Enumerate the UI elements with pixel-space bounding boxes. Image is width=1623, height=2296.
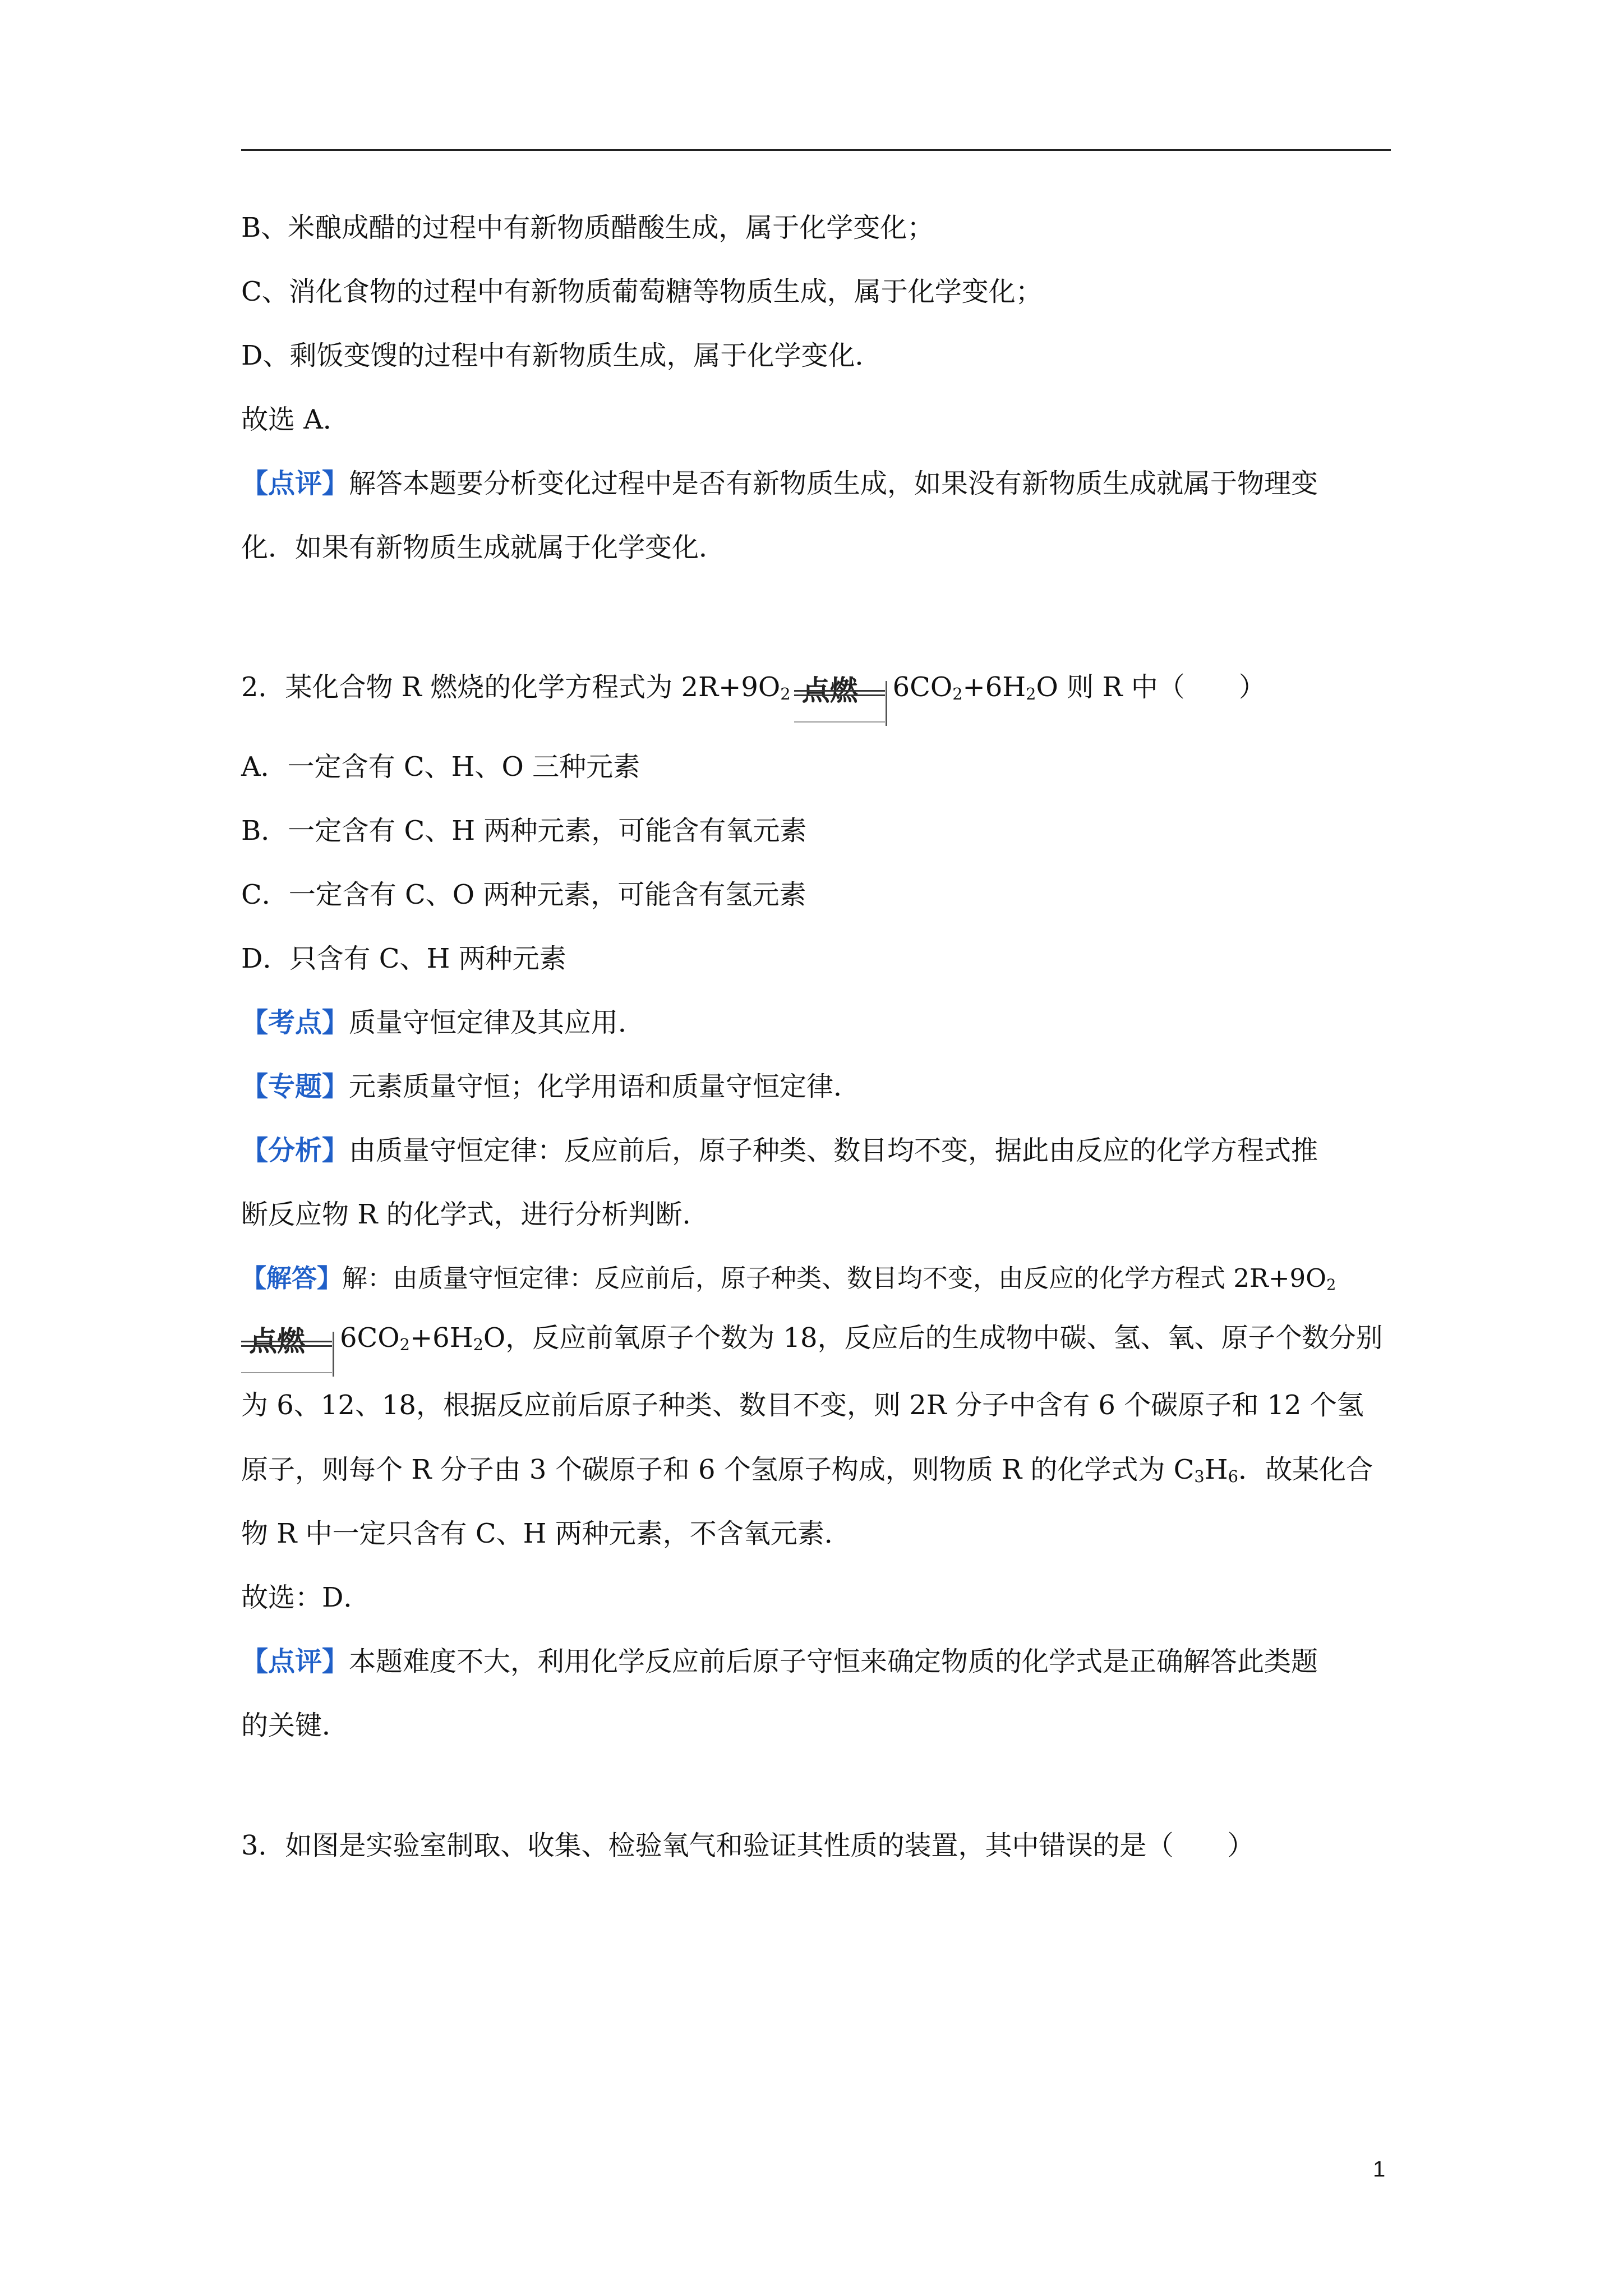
q2-fenxi-2: 断反应物 R 的化学式，进行分析判断． (241, 1199, 709, 1230)
jieda-sub-1: 2 (1326, 1276, 1336, 1294)
jieda-text-1: 解：由质量守恒定律：反应前后，原子种类、数目均不变，由反应的化学方程式 2R+9O (342, 1263, 1327, 1293)
zhuanti-text: 元素质量守恒；化学用语和质量守恒定律． (349, 1071, 861, 1102)
q2-dianping-1 (241, 1645, 1318, 1678)
answer-line-d: D、剩饭变馊的过程中有新物质生成，属于化学变化． (241, 340, 882, 371)
q3-stem: 3．如图是实验室制取、收集、检验氧气和验证其性质的装置，其中错误的是（ ） (241, 1830, 1255, 1861)
q2-stem-pre: 2．某化合物 R 燃烧的化学方程式为 2R+9O (241, 671, 781, 703)
kaodian-text: 质量守恒定律及其应用． (349, 1007, 645, 1038)
q2-option-c: C．一定含有 C、O 两种元素，可能含有氢元素 (241, 879, 806, 910)
q2-stem (241, 651, 1266, 726)
jieda-product-sub2: 2 (473, 1335, 483, 1354)
q2-stem-sub: 2 (780, 684, 791, 703)
q2-fenxi-1 (241, 1134, 1318, 1167)
dianping-text-1: 本题难度不大，利用化学反应前后原子守恒来确定物质的化学式是正确解答此类题 (349, 1646, 1318, 1677)
q2-jieda-3: 为 6、12、18，根据反应前后原子种类、数目不变，则 2R 分子中含有 6 个碳原子和 12 个氢 (241, 1389, 1364, 1421)
q2-product-a: 6CO (892, 671, 953, 703)
answer-choice: 故选 A． (241, 404, 350, 435)
comment-tag: 【点评】 (241, 468, 349, 499)
page-number: 1 (1373, 2157, 1386, 2182)
answer-line-c: C、消化食物的过程中有新物质葡萄糖等物质生成，属于化学变化； (241, 276, 1043, 307)
comment-text-1: 解答本题要分析变化过程中是否有新物质生成，如果没有新物质生成就属于物理变 (349, 468, 1318, 499)
jieda-product-b: +6H (409, 1322, 473, 1354)
reaction-condition (794, 653, 889, 726)
q2-jieda-5: 物 R 中一定只含有 C、H 两种元素，不含氧元素． (241, 1518, 851, 1549)
kaodian-tag: 【考点】 (241, 1007, 349, 1038)
q2-product-sub1: 2 (952, 684, 963, 703)
answer-line-b: B、米酿成醋的过程中有新物质醋酸生成，属于化学变化； (241, 212, 934, 243)
jieda-text-4c: ．故某化合 (1238, 1454, 1373, 1485)
header-rule (241, 149, 1391, 151)
q2-answer: 故选：D． (241, 1582, 371, 1613)
q2-jieda-1 (241, 1262, 1336, 1295)
q2-jieda-2 (241, 1301, 1383, 1377)
jieda-sub-4a: 3 (1194, 1466, 1205, 1486)
fenxi-text-1: 由质量守恒定律：反应前后，原子种类、数目均不变，据此由反应的化学方程式推 (349, 1135, 1318, 1166)
q2-kaodian (241, 1006, 645, 1039)
q2-dianping-2: 的关键． (241, 1710, 349, 1741)
jieda-tag: 【解答】 (241, 1263, 343, 1293)
comment-line-2: 化．如果有新物质生成就属于化学变化． (241, 532, 726, 563)
jieda-text-4a: 原子，则每个 R 分子由 3 个碳原子和 6 个氢原子构成，则物质 R 的化学式为 C (241, 1454, 1195, 1485)
comment-line-1 (241, 467, 1318, 500)
q2-option-a: A．一定含有 C、H、O 三种元素 (241, 751, 640, 783)
jieda-product-a: 6CO (340, 1322, 400, 1354)
q2-zhuanti (241, 1070, 860, 1103)
q2-stem-end: O 则 R 中（ ） (1036, 671, 1266, 703)
fenxi-tag: 【分析】 (241, 1135, 349, 1166)
condition-label: 点燃 (801, 674, 858, 707)
q2-product-sub2: 2 (1026, 684, 1036, 703)
jieda-product-sub1: 2 (399, 1335, 410, 1354)
q2-option-b: B．一定含有 C、H 两种元素，可能含有氧元素 (241, 815, 807, 846)
jieda-text-4b: H (1204, 1454, 1228, 1485)
q2-option-d: D．只含有 C、H 两种元素 (241, 943, 566, 974)
dianping-tag: 【点评】 (241, 1646, 349, 1677)
q2-product-b: +6H (962, 671, 1026, 703)
zhuanti-tag: 【专题】 (241, 1071, 349, 1102)
jieda-text-2: O，反应前氧原子个数为 18，反应后的生成物中碳、氢、氧、原子个数分别 (483, 1322, 1383, 1354)
jieda-sub-4b: 6 (1228, 1466, 1238, 1486)
condition-label-2: 点燃 (249, 1324, 305, 1358)
reaction-condition-2 (241, 1304, 336, 1377)
q2-jieda-4 (241, 1453, 1373, 1487)
